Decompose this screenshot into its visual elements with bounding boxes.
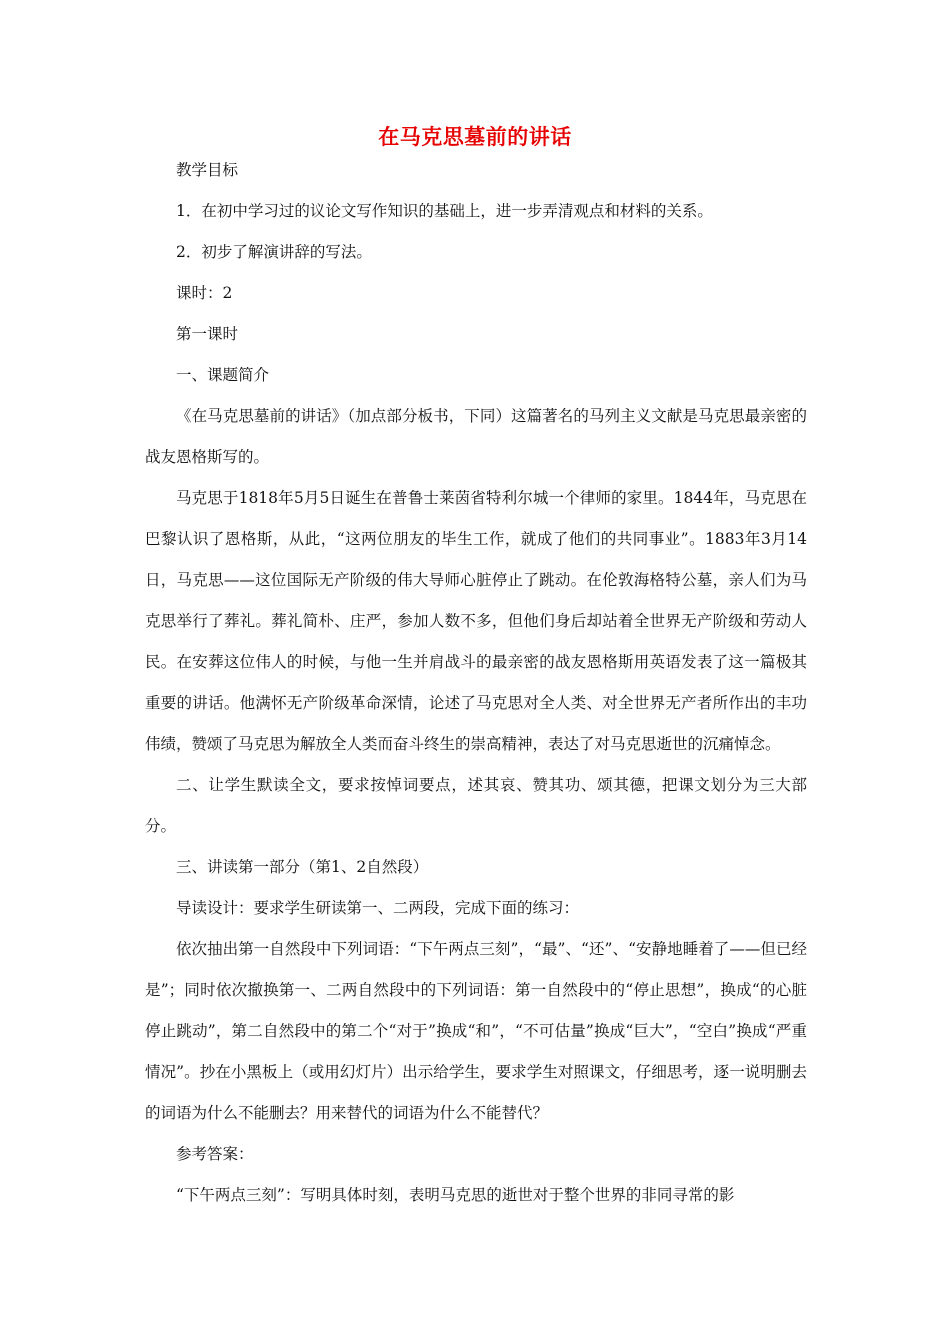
paragraph: 二、让学生默读全文，要求按悼词要点，述其哀、赞其功、颂其德，把课文划分为三大部分。 [145,776,807,835]
paragraph: 课时：2 [176,284,233,302]
paragraph: 依次抽出第一自然段中下列词语：“下午两点三刻”，“最”、“还”、“安静地睡着了——但已经是”；同时依次撤换第一、二两自然段中的下列词语：第一自然段中的“停止思想”，换成“的心脏停止跳动”，第二自然段中的第二个“对于”换成“和”，“不可估量”换成“巨大”，“空白”换成“严重情况”。抄在小黑板上（或用幻灯片）出示给学生，要求学生对照课文，仔细思考，逐一说明删去的词语为什么不能删去？用来替代的词语为什么不能替代？ [145,940,807,1122]
paragraph: 三、讲读第一部分（第1、2自然段） [176,858,429,876]
paragraph: 1．在初中学习过的议论文写作知识的基础上，进一步弄清观点和材料的关系。 [176,202,713,220]
paragraph: 马克思于1818年5月5日诞生在普鲁士莱茵省特利尔城一个律师的家里。1844年，马克思在巴黎认识了恩格斯，从此，“这两位朋友的毕生工作，就成了他们的共同事业”。1883年3月14日，马克思——这位国际无产阶级的伟大导师心脏停止了跳动。在伦敦海格特公墓，亲人们为马克思举行了葬礼。葬礼简朴、庄严，参加人数不多，但他们身后却站着全世界无产阶级和劳动人民。在安葬这位伟人的时候，与他一生并肩战斗的最亲密的战友恩格斯用英语发表了这一篇极其重要的讲话。他满怀无产阶级革命深情，论述了马克思对全人类、对全世界无产者所作出的丰功伟绩，赞颂了马克思为解放全人类而奋斗终生的崇高精神，表达了对马克思逝世的沉痛悼念。 [145,489,807,753]
paragraph: 导读设计：要求学生研读第一、二两段，完成下面的练习： [176,899,580,917]
document-body [145,150,807,1216]
paragraph: 第一课时 [176,325,239,343]
paragraph: “下午两点三刻”：写明具体时刻，表明马克思的逝世对于整个世界的非同寻常的影 [176,1186,735,1204]
paragraph: 参考答案： [176,1145,254,1163]
paragraph: 教学目标 [176,161,239,179]
paragraph: 2．初步了解演讲辞的写法。 [176,243,372,261]
paragraph: 一、课题简介 [176,366,270,384]
document-title: 在马克思墓前的讲话 [378,124,572,149]
paragraph: 《在马克思墓前的讲话》（加点部分板书，下同）这篇著名的马列主义文献是马克思最亲密的战友恩格斯写的。 [145,407,807,466]
